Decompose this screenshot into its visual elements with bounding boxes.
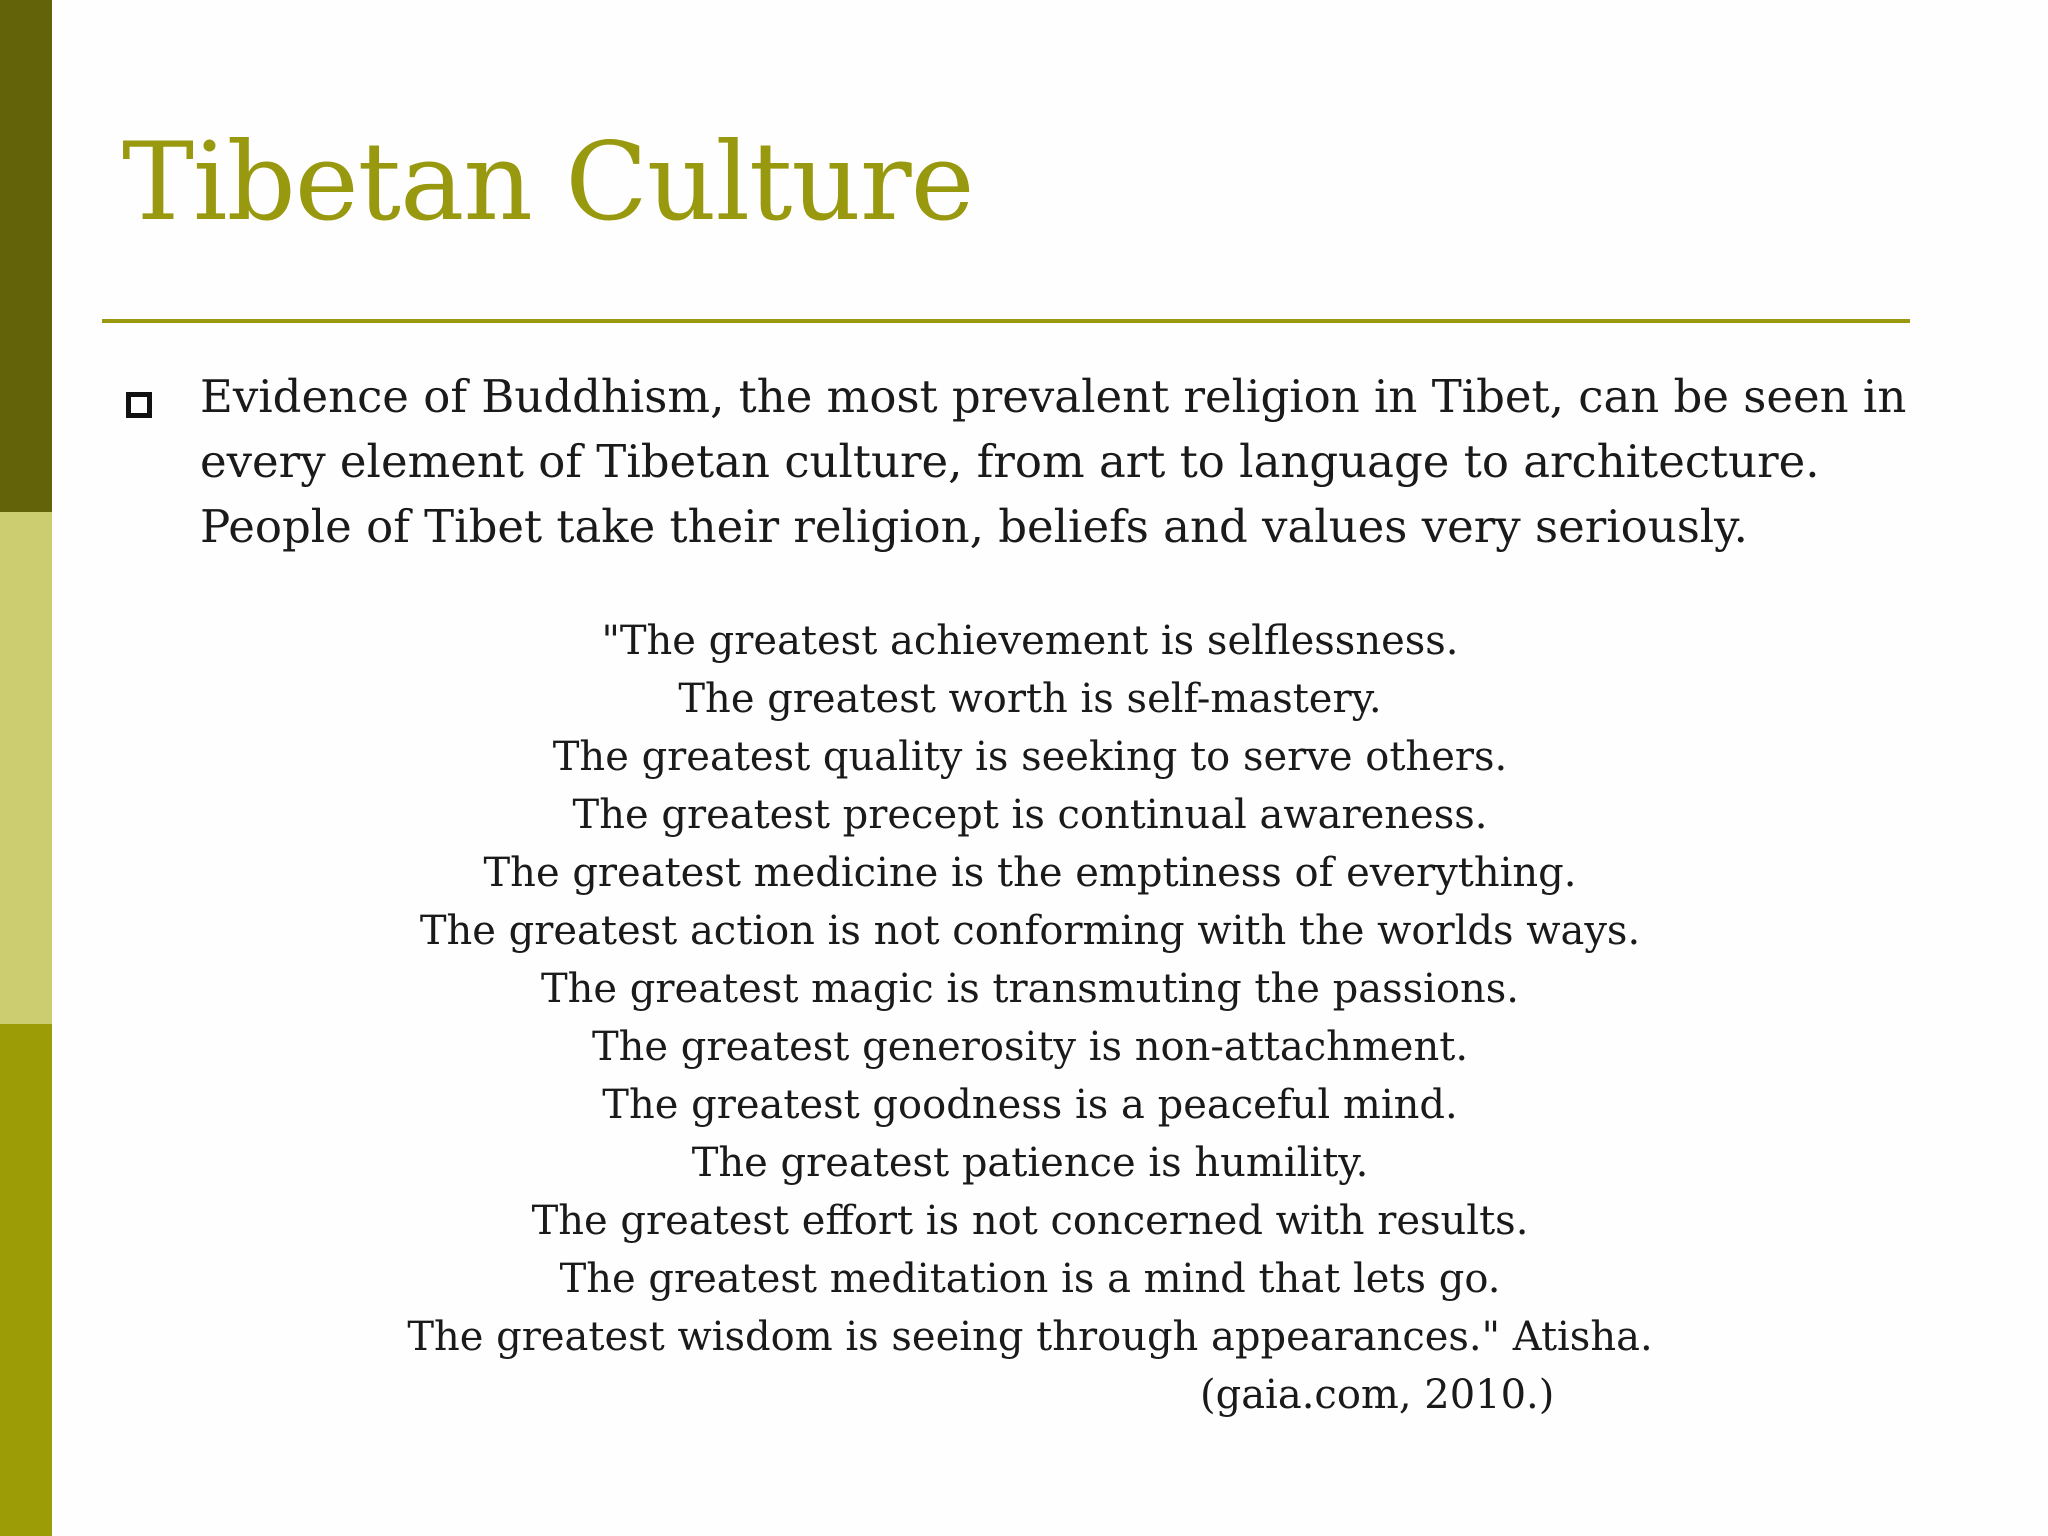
- bullet-text: Evidence of Buddhism, the most prevalent religion in Tibet, can be seen in every element of Tibetan culture, from art to language to architecture. People of Tibet take their religion, beliefs and values very seriously.: [200, 370, 1907, 553]
- side-accent-bar-light: [0, 512, 52, 1024]
- quote-line: The greatest quality is seeking to serve others.: [552, 734, 1508, 780]
- slide-title: Tibetan Culture: [122, 120, 974, 245]
- quote-line: The greatest precept is continual awareness.: [572, 792, 1488, 838]
- quote-line: The greatest effort is not concerned with results.: [531, 1198, 1529, 1244]
- quote-line: The greatest generosity is non-attachment.: [591, 1024, 1469, 1070]
- title-divider: [102, 319, 1910, 323]
- quote-line: "The greatest achievement is selflessness.: [601, 618, 1459, 664]
- side-accent-bar-dark: [0, 0, 52, 512]
- side-accent-bar-mid: [0, 1024, 52, 1536]
- quote-line: The greatest goodness is a peaceful mind.: [602, 1082, 1458, 1128]
- quote-block: [340, 612, 1720, 1366]
- quote-line: The greatest meditation is a mind that lets go.: [559, 1256, 1501, 1302]
- quote-line: The greatest worth is self-mastery.: [678, 676, 1382, 722]
- quote-line: The greatest medicine is the emptiness of everything.: [483, 850, 1577, 896]
- quote-citation: (gaia.com, 2010.): [1200, 1372, 1555, 1418]
- hollow-square-bullet-icon: [126, 392, 152, 418]
- quote-line: The greatest wisdom is seeing through appearances." Atisha.: [407, 1314, 1653, 1360]
- quote-line: The greatest magic is transmuting the passions.: [540, 966, 1520, 1012]
- quote-line: The greatest patience is humility.: [691, 1140, 1369, 1186]
- quote-line: The greatest action is not conforming with the worlds ways.: [419, 908, 1641, 954]
